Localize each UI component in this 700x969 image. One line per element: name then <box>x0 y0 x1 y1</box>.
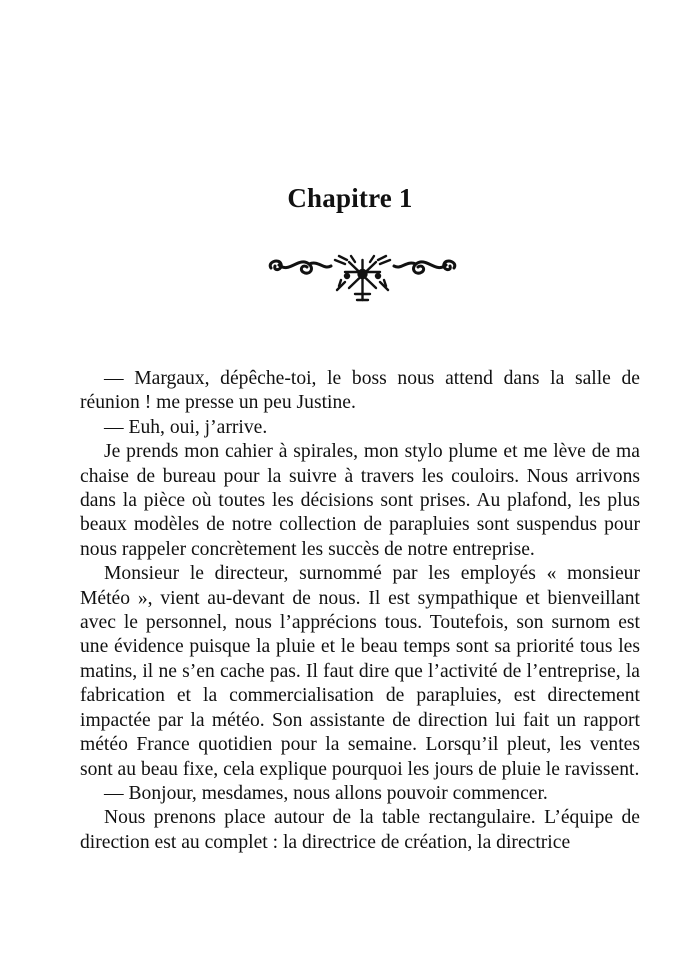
chapter-title: Chapitre 1 <box>287 183 413 213</box>
paragraph: Je prends mon cahier à spirales, mon stylo plume et me lève de ma chaise de bureau pour la suivre à travers les couloirs. Nous arrivons dans la pièce où toutes les décisions sont prises. Au plafond, les plus beaux modèles de notre collection de parapluies sont suspendus pour nous rappeler concrètement les succès de notre entreprise. <box>80 441 640 560</box>
paragraph: — Bonjour, mesdames, nous allons pouvoir commencer. <box>104 782 548 804</box>
fleuron-ornament-icon <box>265 250 460 306</box>
body-text <box>80 367 640 855</box>
paragraph: — Euh, oui, j’arrive. <box>104 416 268 438</box>
paragraph: — Margaux, dépêche-toi, le boss nous attend dans la salle de réunion ! me presse un peu Justine. <box>80 368 640 414</box>
paragraph: Monsieur le directeur, surnommé par les employés « monsieur Météo », vient au-devant de nous. Il est sympathique et bienveillant avec le personnel, nous l’apprécions tous. Toutefois, son surnom est une évidence puisque la pluie et le beau temps sont sa priorité tous les matins, il ne s’en cache pas. Il faut dire que l’activité de l’entreprise, la fabrication et la commercialisation de parapluies, est directement impactée par la météo. Son assistante de direction lui fait un rapport météo France quotidien pour la semaine. Lorsqu’il pleut, les ventes sont au beau fixe, cela explique pourquoi les jours de pluie le ravissent. <box>80 563 640 780</box>
paragraph: Nous prenons place autour de la table rectangulaire. L’équipe de direction est au complet : la directrice de création, la directrice <box>80 807 640 853</box>
